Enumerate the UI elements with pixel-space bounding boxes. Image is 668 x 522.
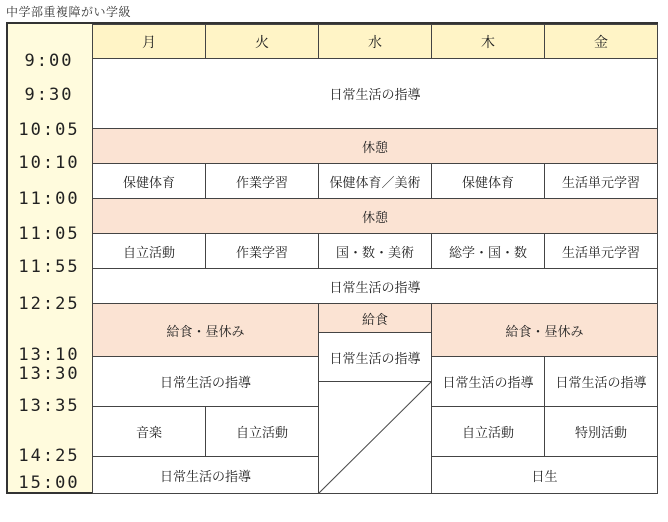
lesson-cell: 音楽 <box>92 406 206 457</box>
time-label: 11:00 <box>18 189 80 209</box>
time-label: 11:55 <box>18 257 80 277</box>
time-label: 10:05 <box>18 120 80 140</box>
time-label: 15:00 <box>18 473 80 493</box>
day-header-thu: 木 <box>431 24 545 59</box>
day-header-mon: 月 <box>92 24 206 59</box>
lesson-cell: 自立活動 <box>205 406 319 457</box>
time-label: 9:30 <box>24 85 74 105</box>
daily-life-guidance: 日常生活の指導 <box>92 58 658 129</box>
day-header-wed: 水 <box>318 24 432 59</box>
lesson-cell: 生活単元学習 <box>544 233 658 269</box>
empty-cell <box>318 381 432 494</box>
time-label: 13:10 <box>18 345 80 365</box>
time-label: 13:35 <box>18 396 80 416</box>
daily-life-guidance: 日常生活の指導 <box>544 356 658 407</box>
time-label: 9:00 <box>24 51 74 71</box>
lesson-cell: 保健体育／美術 <box>318 163 432 199</box>
lesson-cell: 総学・国・数 <box>431 233 545 269</box>
lunch-cell: 給食・昼休み <box>431 303 658 357</box>
daily-life-guidance: 日常生活の指導 <box>92 268 658 304</box>
page-title: 中学部重複障がい学級 <box>6 5 132 19</box>
lunch-cell: 給食 <box>318 303 432 333</box>
lesson-cell: 作業学習 <box>205 163 319 199</box>
day-header-fri: 金 <box>544 24 658 59</box>
lesson-cell: 特別活動 <box>544 406 658 457</box>
time-label: 13:30 <box>18 364 80 384</box>
lesson-cell: 保健体育 <box>92 163 206 199</box>
lesson-cell: 自立活動 <box>431 406 545 457</box>
lesson-cell: 作業学習 <box>205 233 319 269</box>
lesson-cell: 国・数・美術 <box>318 233 432 269</box>
time-label: 14:25 <box>18 446 80 466</box>
time-label: 10:10 <box>18 153 80 173</box>
break-row: 休憩 <box>92 128 658 164</box>
daily-life-guidance: 日常生活の指導 <box>92 456 319 494</box>
daily-life-guidance: 日常生活の指導 <box>318 332 432 382</box>
lesson-cell: 自立活動 <box>92 233 206 269</box>
time-label: 12:25 <box>18 294 80 314</box>
break-row: 休憩 <box>92 198 658 234</box>
daily-life-guidance: 日常生活の指導 <box>92 356 319 407</box>
lesson-cell: 保健体育 <box>431 163 545 199</box>
time-label: 11:05 <box>18 224 80 244</box>
day-header-tue: 火 <box>205 24 319 59</box>
lunch-cell: 給食・昼休み <box>92 303 319 357</box>
daily-life-guidance: 日生 <box>431 456 658 494</box>
daily-life-guidance: 日常生活の指導 <box>431 356 545 407</box>
lesson-cell: 生活単元学習 <box>544 163 658 199</box>
